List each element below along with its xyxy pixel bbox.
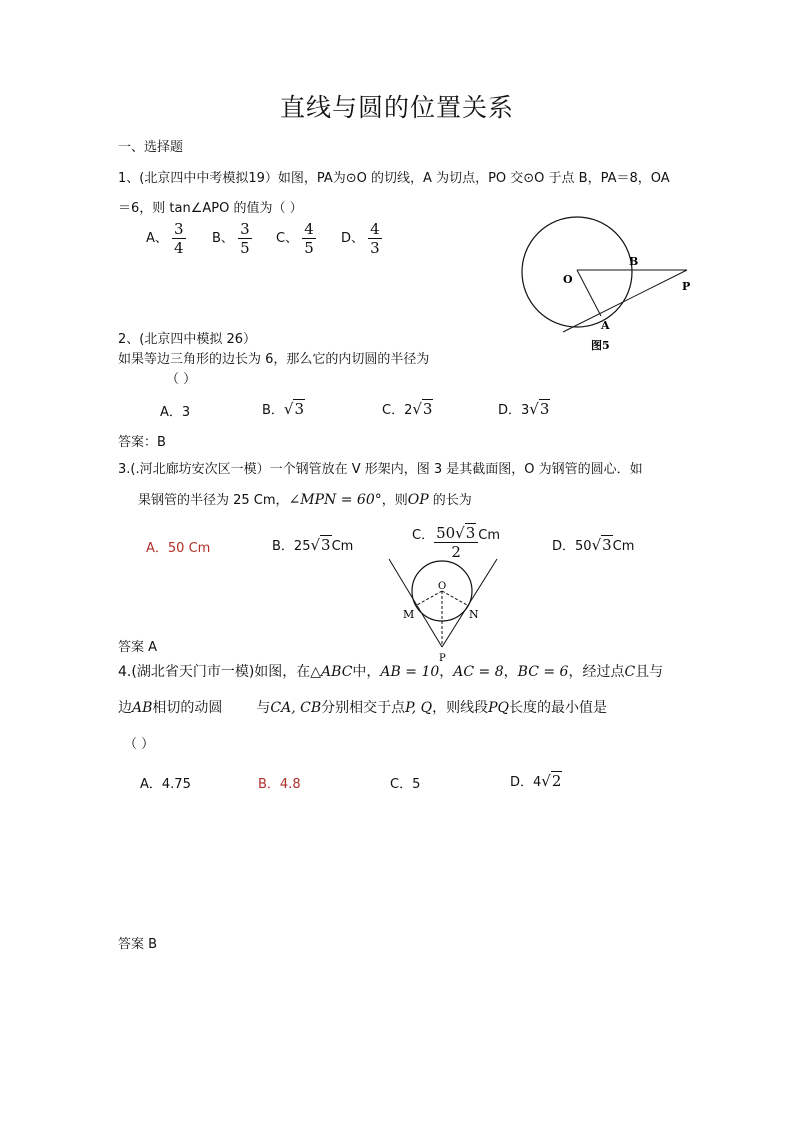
q3-option-c: C． $\frac{50√3}{2}$ Cm xyxy=(412,524,501,561)
q3-figure-label-o: O xyxy=(438,581,447,592)
q4-answer: 答案 B xyxy=(118,937,158,952)
q4-text-line1: 4.(湖北省天门市一模)如图，在△ABC中，AB = 10，AC = 8，BC = 6，经过点C且与 xyxy=(118,664,664,680)
q2-heading: 2、(北京四中模拟 26） xyxy=(118,332,257,347)
q3-figure-label-p: P xyxy=(439,653,446,664)
q3-answer: 答案 A xyxy=(118,640,158,655)
q4-answer-paren: （ ） xyxy=(124,737,155,752)
q1-figure-label-b: B xyxy=(629,255,639,268)
q3-text-line1: 3.(.河北廊坊安次区一模）一个钢管放在 V 形架内，图 3 是其截面图，O 为钢管的圆心．如 xyxy=(118,462,643,477)
q3-figure-on xyxy=(442,591,467,605)
q3-figure-om xyxy=(417,591,442,605)
q1-option-c-fraction: $\frac{4}{5}$ xyxy=(304,220,314,257)
q1-option-d xyxy=(341,220,382,257)
q2-answer-paren: （ ） xyxy=(166,372,197,387)
q1-text-line2: ＝6，则 tan∠APO 的值为（ ） xyxy=(118,201,303,216)
q1-option-c xyxy=(276,220,316,257)
q4-text-line2: 边AB相切的动圆 与CA, CB分别相交于点P, Q，则线段PQ长度的最小值是 xyxy=(118,700,608,716)
q2-option-a: A．3 xyxy=(160,405,191,420)
q3-figure xyxy=(385,555,505,667)
q3-figure-label-m: M xyxy=(403,608,415,621)
q3-option-b: B．25√3Cm xyxy=(272,536,354,554)
q3-text-line2: 果钢管的半径为 25 Cm，∠MPN = 60°，则OP 的长为 xyxy=(138,492,472,508)
q4-triangle: △ABC xyxy=(310,664,353,680)
q4-option-c: C．5 xyxy=(390,777,421,792)
page-title: 直线与圆的位置关系 xyxy=(279,93,514,122)
q3-figure-label-n: N xyxy=(469,608,479,621)
q2-option-c: C．2√3 xyxy=(382,400,433,418)
q1-option-b-label: B、 xyxy=(212,231,234,246)
q1-option-a-fraction: $\frac{3}{4}$ xyxy=(174,220,184,257)
q1-option-b xyxy=(212,220,252,257)
q2-answer: 答案：B xyxy=(118,435,166,450)
q1-figure xyxy=(515,210,700,360)
q1-figure-caption: 图5 xyxy=(591,339,610,352)
q3-op: OP xyxy=(407,492,429,508)
q1-option-b-fraction: $\frac{3}{5}$ xyxy=(240,220,250,257)
q1-option-d-label: D、 xyxy=(341,231,365,246)
q4-option-a: A．4.75 xyxy=(140,777,191,792)
q3-option-a: A．50 Cm xyxy=(146,541,211,556)
q1-figure-label-p: P xyxy=(682,280,691,293)
q1-text-line1: 1、(北京四中中考模拟19）如图，PA为⊙O 的切线，A 为切点，PO 交⊙O 于点 B，PA＝8，OA xyxy=(118,171,670,186)
q1-figure-label-o: O xyxy=(563,273,573,286)
q1-option-a xyxy=(146,220,186,257)
q1-figure-circle xyxy=(522,217,632,327)
q1-option-c-label: C、 xyxy=(276,231,299,246)
q3-figure-arm-left xyxy=(389,559,442,647)
q1-figure-label-a: A xyxy=(601,319,610,332)
q4-option-d: D．4√2 xyxy=(510,772,562,790)
q1-option-d-fraction: $\frac{4}{3}$ xyxy=(370,220,380,257)
section-heading: 一、选择题 xyxy=(118,140,184,155)
q1-figure-line-oa xyxy=(577,270,601,316)
q2-text: 如果等边三角形的边长为 6，那么它的内切圆的半径为 xyxy=(118,352,430,367)
q1-option-a-label: A、 xyxy=(146,231,168,246)
q3-option-d: D．50√3Cm xyxy=(552,536,635,554)
q3-angle: ∠MPN = 60° xyxy=(288,492,382,508)
q2-option-d: D．3√3 xyxy=(498,400,550,418)
q4-option-b: B．4.8 xyxy=(258,777,301,792)
q2-option-b: B．√3 xyxy=(262,400,305,418)
